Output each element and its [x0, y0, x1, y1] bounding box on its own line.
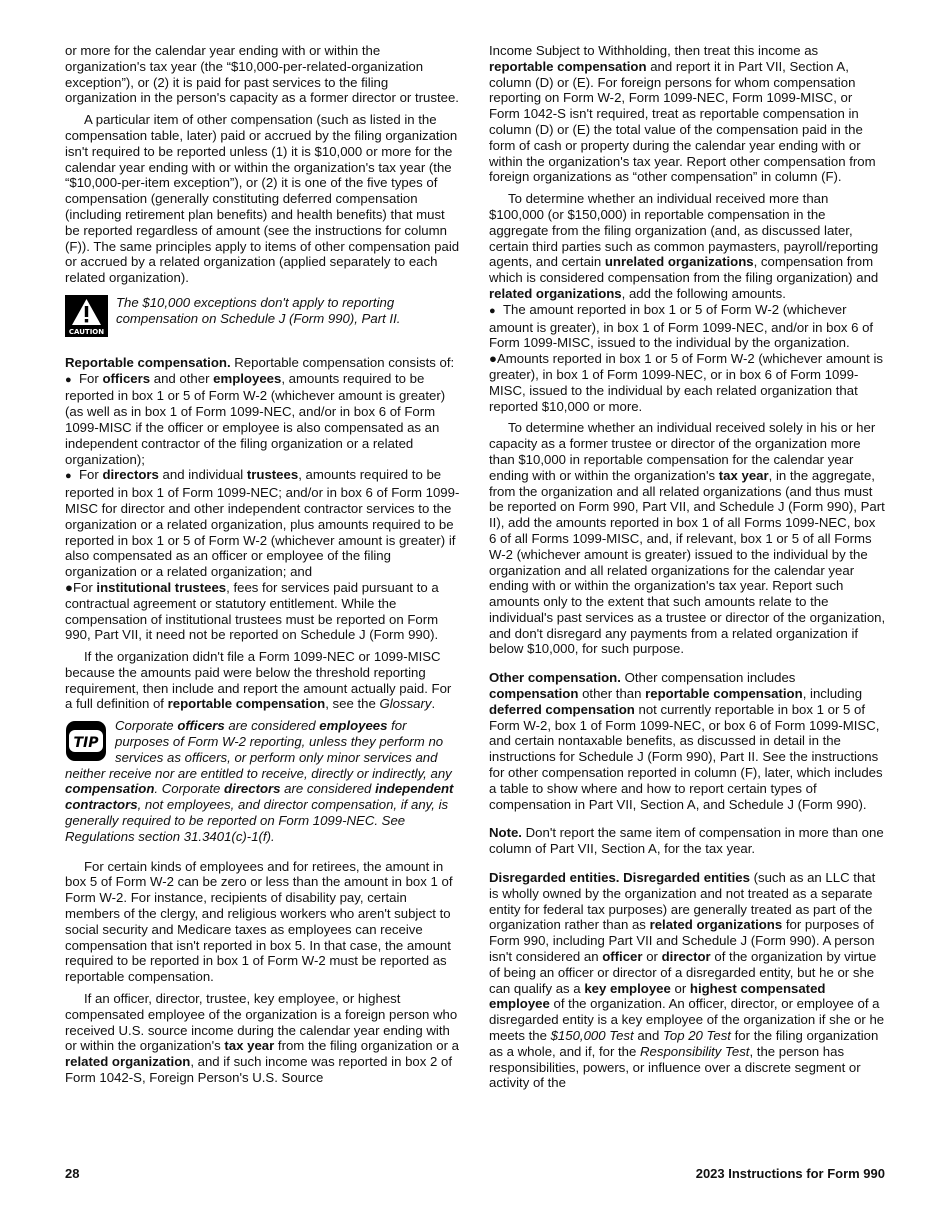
paragraph-other-compensation-item: A particular item of other compensation (such as listed in the compensation table, later) paid or accrued by the filing organization isn't required to be reported unless (1) it is $10,000 or more for the calendar year ending with or within the organization's tax year (the “$10,000-per-item exception”), or (2) it is one of the five types of compensation (generally constituting deferred compensation (including retirement plan benefits) and health benefits) that must be reported regardless of amount (see the instructions for column (F)). The same principles apply to items of other compensation paid or accrued by a related organization (applied separately to each related organization). [65, 112, 460, 286]
bullet-icon: ● [489, 304, 496, 317]
bullet-institutional-trustees: ●For institutional trustees, fees for services paid pursuant to a contractual agreement or statutory entitlement. While the compensation of institutional trustees must be reported on Form 990, Part VII, it need not be reported on Schedule J (Form 990). [65, 579, 439, 643]
paragraph-foreign-person: If an officer, director, trustee, key employee, or highest compensated employee of the organization is a foreign person who received U.S. source income during the calendar year ending with or within the organization's tax year from the filing organization or a related organization, and if such income was reported in box 2 of Form 1042-S, Foreign Person's U.S. Source [65, 991, 459, 1086]
bullet-officers: ● For officers and other employees, amounts required to be reported in box 1 or 5 of Form W-2 (whichever amount is greater) (as well as in box 1 of Form 1099-NEC, and/or in box 6 of Form 1099-MISC if the officer or employee is also compensated as an independent contractor of the filing organization or a related organization); [65, 370, 446, 467]
other-compensation-heading: Other compensation. [489, 670, 621, 686]
page-number: 28 [65, 1166, 80, 1181]
left-column [65, 43, 462, 1092]
bullet-directors: ● For directors and individual trustees, amounts required to be reported in box 1 of Form 1099-NEC; and/or in box 6 of Form 1099-MISC for director and other independent contractor services to the organization or a related organization, plus amounts required to be reported in box 1 or 5 of Form W-2 (whichever amount is greater) if also compensated as an officer or employee of the filing organization or a related organization; and [65, 467, 460, 580]
paragraph-determine-aggregate: To determine whether an individual received more than $100,000 (or $150,000) in reportable compensation in the aggregate from the filing organization (and, as discussed later, certain third parties such as common paymasters, payroll/reporting agents, and certain unrelated organizations, compensation from which is considered compensation from the filing organization) and related organizations, add the following amounts. [489, 191, 879, 301]
bullet-amount-related: ●Amounts reported in box 1 or 5 of Form W-2 (whichever amount is greater), in box 1 of Form 1099-NEC, or in box 6 of Form 1099-MISC, issued to the individual by each related organization that reported $10,000 or more. [489, 351, 883, 414]
reportable-heading: Reportable compensation. [65, 354, 231, 370]
tip-callout: TIP Corporate officers are considered employees for purposes of Form W-2 reporting, unless they perform no services as officers, or perform only minor services and neither receive nor are entitled to receive, directly or indirectly, any compensation. Corporate directors are considered independent contractors, not employees, and director compensation, if any, is generally required to be reported on Form 1099-NEC. See Regulations section 31.3401(c)-1(f). [65, 718, 454, 844]
tip-icon [65, 720, 107, 762]
paragraph-foreign-continued: Income Subject to Withholding, then treat this income as reportable compensation and report it in Part VII, Section A, column (D) or (E). For foreign persons for whom compensation reporting on Form W-2, Form 1099-NEC, Form 1099-MISC, or Form 1042-S isn't required, treat as reportable compensation in column (D) or (E) the total value of the compensation paid in the form of cash or property during the calendar year ending with or within the organization's tax year. Report other compensation from foreign organizations as “other compensation” in column (F). [489, 43, 876, 185]
note-heading: Note. [489, 825, 522, 841]
paragraph-continued: or more for the calendar year ending with or within the organization's tax year (the “$10,000-per-related-organization exception”), or (2) it is paid for past services to the filing organization in the person's capacity as a former director or trustee. [65, 43, 459, 106]
right-column [489, 43, 886, 1097]
paragraph-disregarded-entities: Disregarded entities. Disregarded entities (such as an LLC that is wholly owned by the organization and not treated as a separate entity for federal tax purposes) are generally treated as part of the organization rather than as related organizations for purposes of Form 990, including Part VII and Schedule J (Form 990). A person isn't considered an officer or director of the organization by virtue of being an officer or director of a disregarded entity, but he or she can qualify as a key employee or highest compensated employee of the organization. An officer, director, or employee of a disregarded entity is a key employee of the organization if she or he meets the $150,000 Test and Top 20 Test for the filing organization as a whole, and if, for the Responsibility Test, the person has responsibilities, powers, or influence over a discrete segment or activity of the [489, 870, 885, 1091]
paragraph-employees-retirees: For certain kinds of employees and for retirees, the amount in box 5 of Form W-2 can be zero or less than the amount in box 1 of Form W-2. For instance, recipients of disability pay, certain members of the clergy, and religious workers who aren't subject to social security and Medicare taxes as employees can receive compensation that isn't reported in box 5. In that case, the amount required to be reported in box 1 of Form W-2 must be reported as reportable compensation. [65, 858, 453, 985]
bullet-amount-organization: ● The amount reported in box 1 or 5 of Form W-2 (whichever amount is greater), in box 1 of Form 1099-NEC, and/or in box 6 of Form 1099-MISC, issued to the individual by the organization. [489, 301, 874, 351]
svg-text:CAUTION: CAUTION [68, 327, 105, 336]
bullet-icon: ● [489, 351, 497, 367]
bullet-icon: ● [65, 373, 72, 386]
paragraph-former-trustee: To determine whether an individual received solely in his or her capacity as a former trustee or director of the organization more than $10,000 in reportable compensation for the calendar year ending with or within the organization's tax year, in the aggregate, from the organization and all related organizations (and thus must be reported on Form 990, Part VII, and Schedule J (Form 990), Part II), add the amounts reported in box 1 of all Forms 1099-NEC, box 6 of all Forms 1099-MISC, and, if relevant, box 1 or 5 of all Forms W-2 (whichever amount is greater) issued to the individual by the organization and all related organizations for the calendar year ending with or within the organization's tax year. Report such amounts only to the extent that such amounts relate to the individual's past services as a trustee or director of the organization, and don't disregard any payments from a related organization if below $10,000, for such purpose. [489, 420, 886, 657]
bullet-icon: ● [65, 579, 73, 595]
bullet-icon: ● [65, 470, 72, 483]
footer-doc-title: 2023 Instructions for Form 990 [695, 1166, 885, 1181]
paragraph-other-compensation: Other compensation. Other compensation includes compensation other than reportable compensation, including deferred compensation not currently reportable in box 1 or 5 of Form W-2, box 1 of Form 1099-NEC, or box 6 of Form 1099-MISC, and certain nontaxable benefits, as discussed in detail in the instructions for Schedule J (Form 990), Part II. See the instructions for other compensation reported in column (F), later, which includes a table to show where and how to report certain types of compensation in Part VII, Section A, and Schedule J (Form 990). [489, 670, 883, 812]
caution-callout [65, 295, 462, 341]
paragraph-note: Note. Don't report the same item of compensation in more than one column of Part VII, Section A, for the tax year. [489, 825, 884, 857]
disregarded-heading: Disregarded entities. [489, 870, 620, 886]
caution-icon [65, 295, 108, 341]
paragraph-1099-threshold: If the organization didn't file a Form 1099-NEC or 1099-MISC because the amounts paid were below the threshold reporting requirement, then include and report the amount actually paid. For a full definition of reportable compensation, see the Glossary. [65, 649, 452, 712]
reportable-intro: Reportable compensation. Reportable compensation consists of: [65, 354, 455, 370]
caution-text: The $10,000 exceptions don't apply to reporting compensation on Schedule J (Form 990), Part II. [116, 294, 401, 326]
svg-text:TIP: TIP [73, 735, 99, 752]
